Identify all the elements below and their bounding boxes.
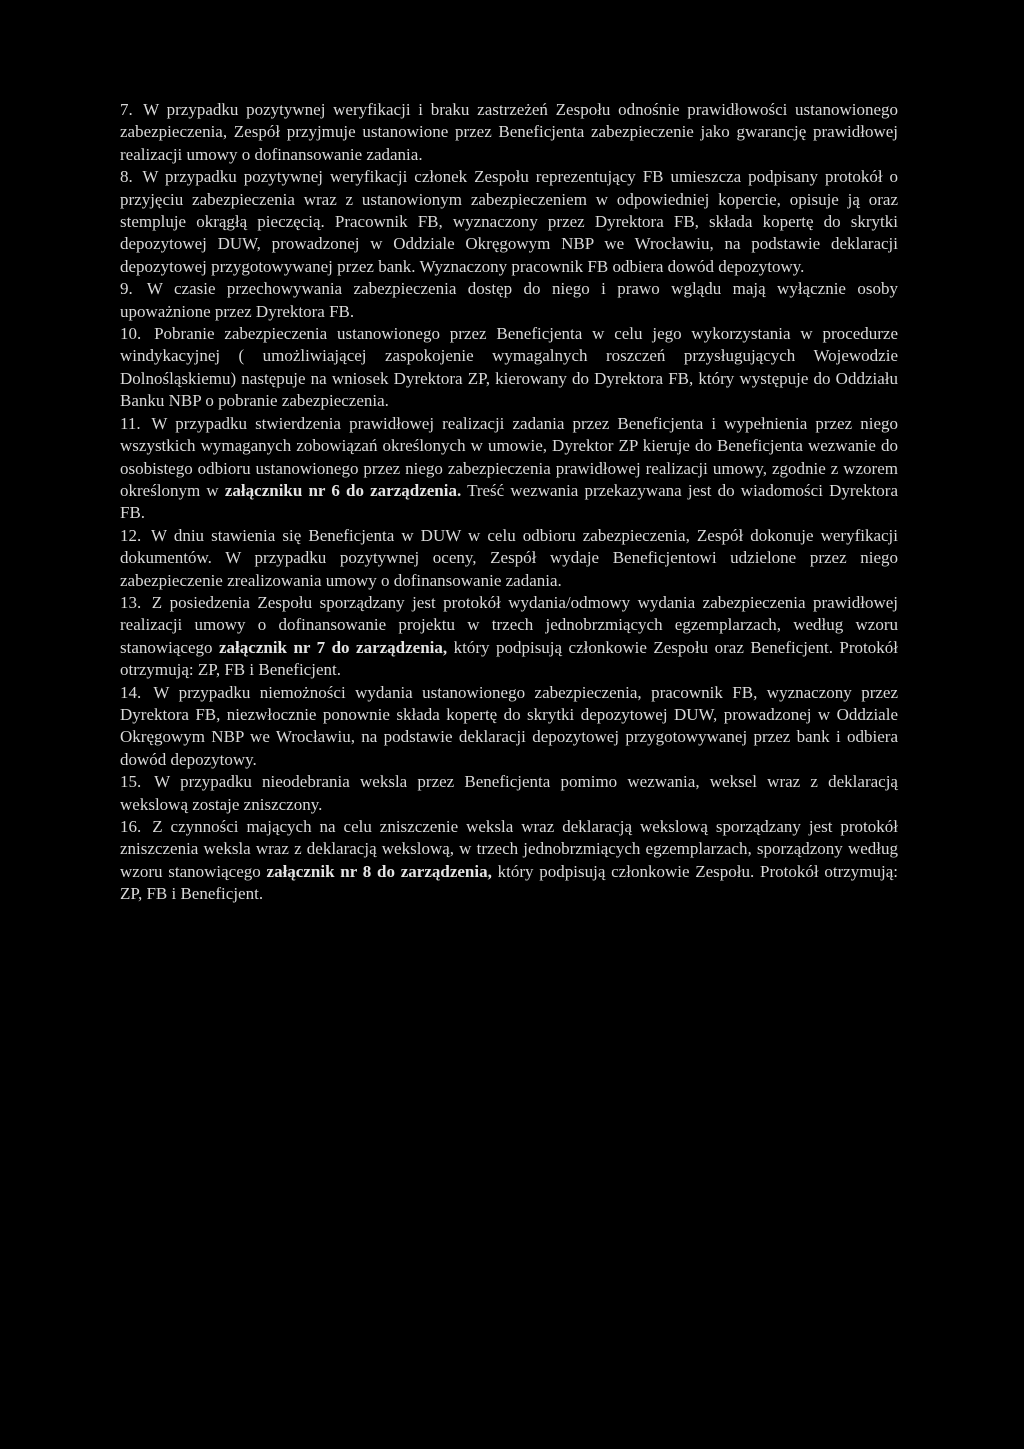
attachment-reference: załącznik nr 8 do zarządzenia, <box>266 861 492 881</box>
paragraph-list <box>120 99 898 906</box>
paragraph-number: 9. <box>120 279 133 299</box>
numbered-paragraph <box>120 413 898 525</box>
paragraph-text: Z posiedzenia Zespołu sporządzany jest protokół wydania/odmowy wydania zabezpieczenia prawidłowej realizacji umowy o dofinansowanie projektu w trzech jednobrzmiących egzemplarzach, według wzoru stanowiącego <box>120 592 898 657</box>
attachment-reference: załączniku nr 6 do zarządzenia. <box>224 480 462 500</box>
attachment-reference: załącznik nr 7 do zarządzenia, <box>219 637 448 657</box>
numbered-paragraph <box>120 525 898 592</box>
paragraph-text: W przypadku pozytywnej weryfikacji i braku zastrzeżeń Zespołu odnośnie prawidłowości ustanowionego zabezpieczenia, Zespół przyjmuje ustanowione przez Beneficjenta zabezpieczenie jako gwarancję prawidłowej realizacji umowy o dofinansowanie zadania. <box>120 100 898 164</box>
paragraph-text: W przypadku pozytywnej weryfikacji członek Zespołu reprezentujący FB umieszcza podpisany protokół o przyjęciu zabezpieczenia wraz z ustanowionym zabezpieczeniem w odpowiedniej kopercie, opisuje ją oraz stempluje okrągłą pieczęcią. Pracownik FB, wyznaczony przez Dyrektora FB, składa kopertę do skrytki depozytowej DUW, prowadzonej w Oddziale Okręgowym NBP we Wrocławiu, na podstawie deklaracji depozytowej przygotowywanej przez bank. Wyznaczony pracownik FB odbiera dowód depozytowy. <box>120 167 898 276</box>
paragraph-text: W czasie przechowywania zabezpieczenia dostęp do niego i prawo wglądu mają wyłącznie osoby upoważnione przez Dyrektora FB. <box>120 279 898 321</box>
paragraph-number: 13. <box>120 592 142 612</box>
paragraph-number: 7. <box>120 100 133 119</box>
numbered-paragraph <box>120 278 898 323</box>
paragraph-text: W przypadku niemożności wydania ustanowionego zabezpieczenia, pracownik FB, wyznaczony przez Dyrektora FB, niezwłocznie ponownie składa kopertę do skrytki depozytowej DUW, prowadzonej w Oddziale Okręgowym NBP we Wrocławiu, na podstawie deklaracji depozytowej przygotowywanej przez bank i odbiera dowód depozytowy. <box>120 682 898 769</box>
paragraph-text: który podpisują członkowie Zespołu oraz Beneficjent. Protokół otrzymują: ZP, FB i Beneficjent. <box>120 637 898 680</box>
paragraph-text: Pobranie zabezpieczenia ustanowionego przez Beneficjenta w celu jego wykorzystania w procedurze windykacyjnej ( umożliwiającej zaspokojenie wymagalnych roszczeń przysługujących Wojewodzie Dolnośląskiemu) następuje na wniosek Dyrektora ZP, kierowany do Dyrektora FB, który występuje do Oddziału Banku NBP o pobranie zabezpieczenia. <box>120 324 899 411</box>
paragraph-text: Z czynności mających na celu zniszczenie weksla wraz deklaracją wekslową sporządzany jest protokół zniszczenia weksla wraz z deklaracją wekslową, w trzech jednobrzmiących egzemplarzach, sporządzony według wzoru stanowiącego <box>120 817 898 881</box>
paragraph-number: 12. <box>120 525 142 545</box>
paragraph-text: Treść wezwania przekazywana jest do wiadomości Dyrektora FB. <box>120 480 899 523</box>
paragraph-number: 15. <box>120 772 142 792</box>
paragraph-number: 16. <box>120 817 142 836</box>
numbered-paragraph <box>120 771 898 816</box>
numbered-paragraph <box>120 816 898 906</box>
document-page <box>120 99 898 906</box>
paragraph-number: 8. <box>120 167 133 187</box>
paragraph-text: W dniu stawienia się Beneficjenta w DUW w celu odbioru zabezpieczenia, Zespół dokonuje weryfikacji dokumentów. W przypadku pozytywnej oceny, Zespół wydaje Beneficjentowi udzielone przez niego zabezpieczenie zrealizowania umowy o dofinansowanie zadania. <box>120 525 898 590</box>
paragraph-number: 10. <box>120 324 142 344</box>
paragraph-text: W przypadku stwierdzenia prawidłowej realizacji zadania przez Beneficjenta i wypełnienia przez niego wszystkich wymaganych zobowiązań określonych w umowie, Dyrektor ZP kieruje do Beneficjenta wezwanie do osobistego odbioru ustanowionego przez niego zabezpieczenia prawidłowej realizacji umowy, zgodnie z wzorem określonym w <box>120 413 898 500</box>
numbered-paragraph <box>120 166 898 278</box>
paragraph-text: który podpisują członkowie Zespołu. Protokół otrzymują: ZP, FB i Beneficjent. <box>120 861 898 904</box>
numbered-paragraph <box>120 682 898 772</box>
numbered-paragraph <box>120 592 898 682</box>
numbered-paragraph <box>120 323 898 413</box>
paragraph-number: 14. <box>120 682 142 702</box>
paragraph-text: W przypadku nieodebrania weksla przez Beneficjenta pomimo wezwania, weksel wraz z deklaracją wekslową zostaje zniszczony. <box>120 772 898 814</box>
numbered-paragraph <box>120 99 898 166</box>
paragraph-number: 11. <box>120 413 141 433</box>
